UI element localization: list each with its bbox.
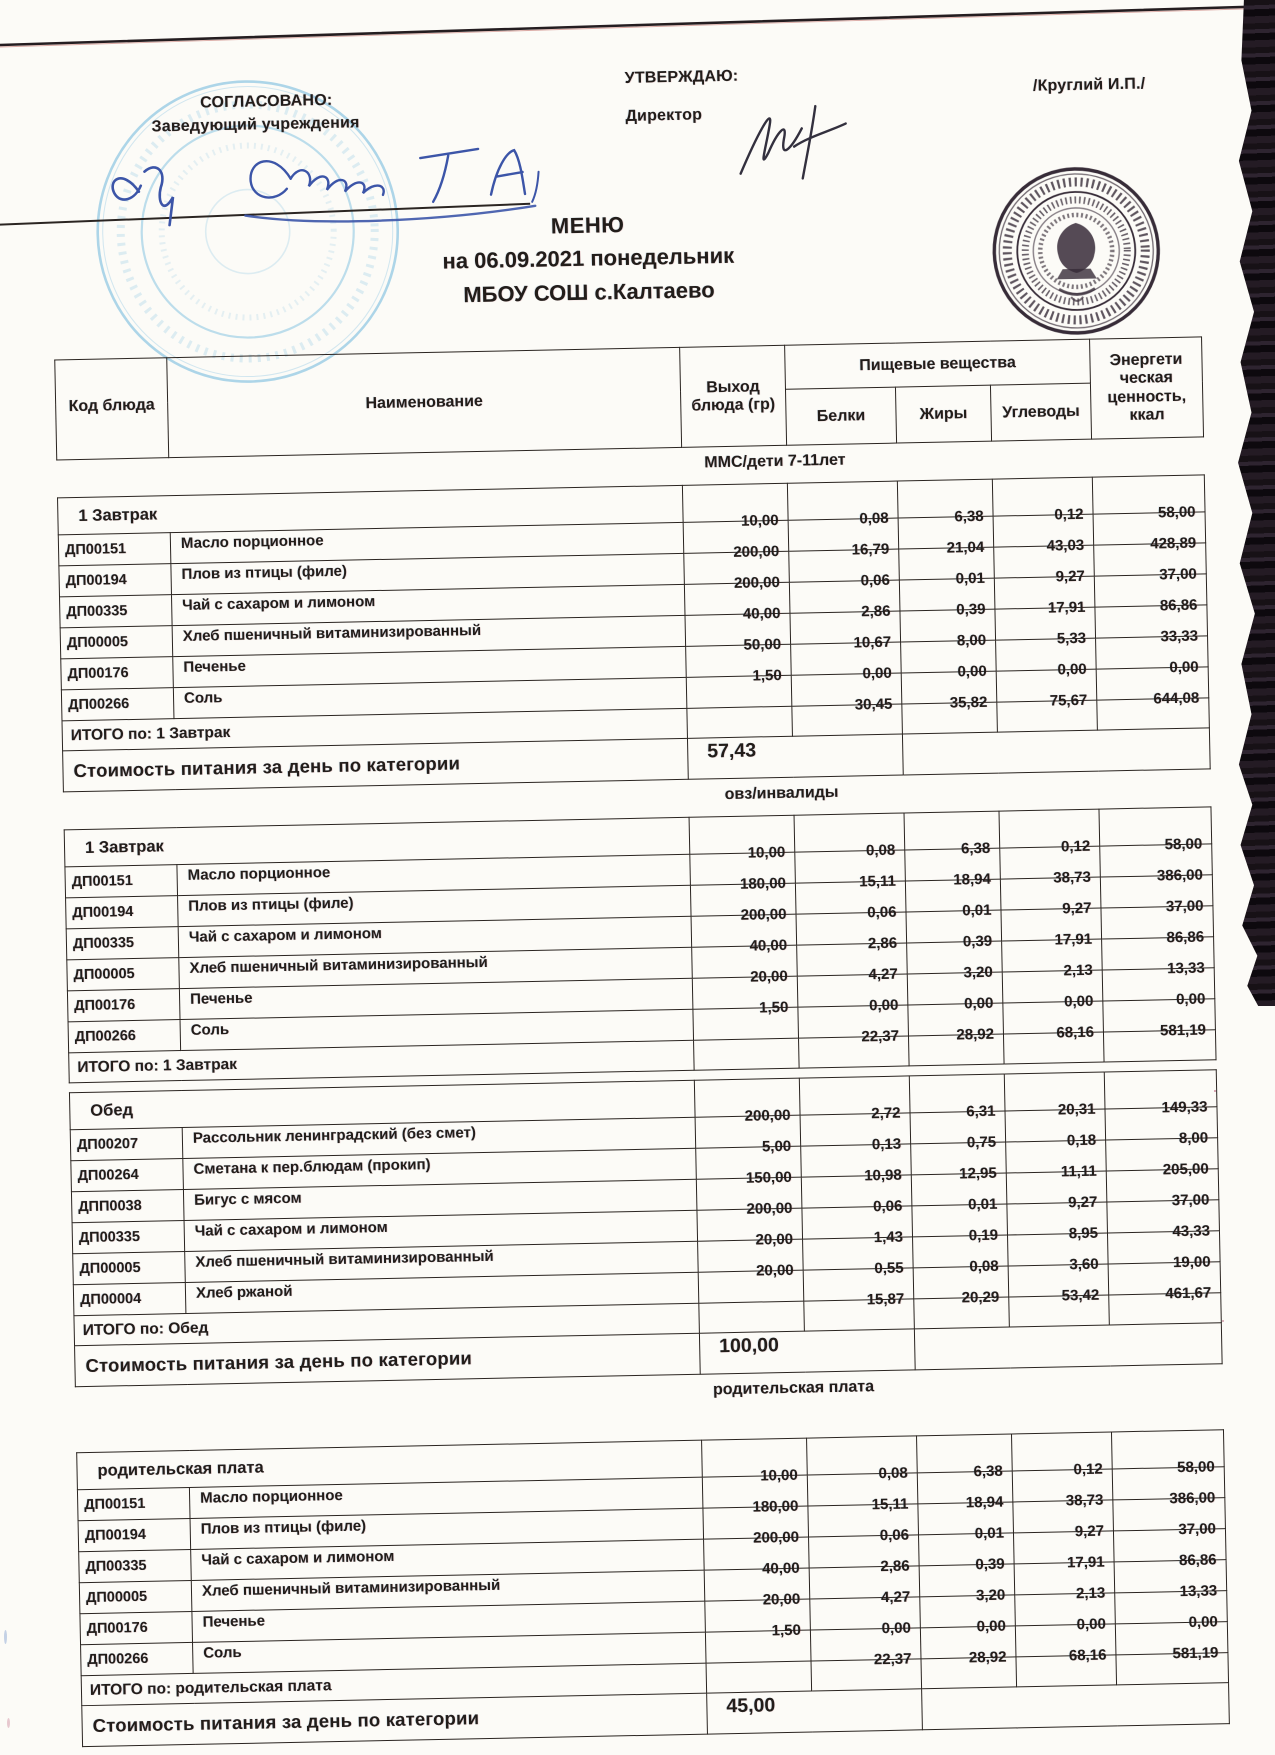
value-cell: 1,50 (686, 644, 792, 677)
value-cell: 2,72 (799, 1076, 910, 1115)
value-cell: 386,00 (1112, 1467, 1225, 1500)
value-cell: 0,00 (907, 972, 1003, 1005)
scan-speck (1214, 1090, 1216, 1092)
value-cell: 0,00 (791, 642, 902, 675)
value-cell: 2,13 (1014, 1562, 1115, 1595)
value-cell: 2,86 (809, 1535, 920, 1568)
item-code: ДП00264 (71, 1159, 184, 1192)
total-label: ИТОГО по: родительская плата (81, 1663, 706, 1706)
value-cell: 35,82 (901, 671, 997, 704)
value-cell: 644,08 (1096, 667, 1209, 700)
value-cell: 3,60 (1008, 1233, 1109, 1266)
menu-table (69, 1069, 1223, 1387)
item-code: ДП00266 (68, 1020, 181, 1053)
value-cell: 200,00 (690, 883, 796, 916)
scan-speck (7, 1718, 10, 1728)
col-output: Выход блюда (гр) (680, 345, 787, 447)
col-name: Наименование (167, 347, 682, 457)
value-cell: 8,00 (900, 609, 996, 642)
value-cell: 43,33 (1107, 1200, 1220, 1233)
agreed-label: СОГЛАСОВАНО: (199, 91, 333, 112)
value-cell: 11,11 (1006, 1140, 1107, 1173)
value-cell: 68,16 (1003, 1001, 1104, 1034)
value-cell: 200,00 (683, 520, 789, 553)
value-cell: 37,00 (1094, 543, 1207, 576)
value-cell: 9,27 (994, 545, 1095, 578)
value-cell: 0,08 (794, 813, 905, 852)
value-cell: 0,01 (905, 879, 1001, 912)
item-code: ДП00335 (79, 1549, 192, 1582)
value-cell: 0,00 (1102, 968, 1215, 1001)
value-cell: 0,06 (808, 1504, 919, 1537)
value-cell: 18,94 (917, 1471, 1013, 1504)
value-cell: 19,00 (1107, 1231, 1220, 1264)
value-cell: 0,01 (911, 1173, 1007, 1206)
item-name: Плов из птицы (филе) (190, 1508, 704, 1549)
school-name: МБОУ СОШ с.Калтаево (463, 277, 715, 308)
value-cell: 2,86 (796, 912, 907, 945)
value-cell: 0,06 (801, 1175, 912, 1208)
value-cell: 75,67 (996, 669, 1097, 702)
value-cell: 0,08 (913, 1235, 1009, 1268)
item-name: Хлеб пшеничный витаминизированный (191, 1570, 705, 1611)
item-code: ДП00176 (67, 989, 180, 1022)
value-cell: 0,55 (803, 1237, 914, 1270)
value-cell: 22,37 (798, 1005, 909, 1038)
item-name: Бигус с мясом (183, 1179, 697, 1220)
value-cell: 8,00 (1105, 1107, 1218, 1140)
value-cell: 4,27 (809, 1566, 920, 1599)
item-name: Масло порционное (177, 854, 691, 895)
item-name: Масло порционное (189, 1477, 703, 1518)
value-cell: 0,00 (920, 1595, 1016, 1628)
item-name: Хлеб пшеничный витаминизированный (185, 1241, 699, 1282)
value-cell: 0,08 (807, 1436, 918, 1475)
value-cell: 53,42 (1008, 1264, 1109, 1297)
approved-label: УТВЕРЖДАЮ: (624, 67, 739, 87)
value-cell: 58,00 (1092, 475, 1205, 514)
value-cell: 581,19 (1115, 1622, 1228, 1655)
menu-title-block (157, 204, 1019, 314)
value-cell: 0,13 (800, 1113, 911, 1146)
value-cell: 461,67 (1108, 1262, 1221, 1295)
signature-director (721, 87, 883, 200)
menu-tables (56, 444, 1228, 1747)
value-cell: 21,04 (898, 516, 994, 549)
item-code: ДП00005 (73, 1252, 186, 1285)
value-cell: 0,08 (787, 481, 898, 520)
value-cell: 0,00 (1115, 1591, 1228, 1624)
value-cell: 33,33 (1095, 605, 1208, 638)
cost-empty (922, 1683, 1230, 1730)
value-cell: 17,91 (1013, 1531, 1114, 1564)
value-cell: 150,00 (696, 1146, 802, 1179)
value-cell: 200,00 (696, 1177, 802, 1210)
item-name: Печенье (173, 646, 687, 687)
item-code: ДП00335 (60, 595, 173, 628)
value-cell: 0,12 (992, 477, 1093, 516)
value-cell: 0,75 (910, 1111, 1006, 1144)
value-cell: 3,20 (907, 941, 1003, 974)
item-code: ДП00005 (60, 626, 173, 659)
item-name: Рассольник ленинградский (без смет) (182, 1117, 696, 1158)
value-cell: 37,00 (1113, 1498, 1226, 1531)
item-name: Чай с сахаром и лимоном (178, 916, 692, 957)
value-cell (694, 1038, 800, 1070)
value-cell: 20,00 (704, 1568, 810, 1601)
menu-table (76, 1429, 1230, 1747)
col-nutrients: Пищевые вещества (785, 339, 1091, 389)
agreed-role: Заведующий учреждения (151, 114, 360, 136)
value-cell (687, 706, 793, 738)
scan-speck (1222, 1320, 1224, 1322)
value-cell: 0,18 (1005, 1109, 1106, 1142)
item-code: ДП00151 (58, 533, 171, 566)
meal-label: 1 Завтрак (64, 817, 690, 867)
value-cell: 2,86 (789, 580, 900, 613)
value-cell: 0,06 (789, 549, 900, 582)
item-name: Соль (180, 1009, 694, 1050)
value-cell: 12,95 (911, 1142, 1007, 1175)
item-code: ДП00194 (59, 564, 172, 597)
value-cell: 50,00 (685, 613, 791, 646)
item-code: ДП00176 (61, 657, 174, 690)
menu-title: МЕНЮ (550, 211, 625, 239)
item-name: Хлеб пшеничный витаминизированный (172, 615, 686, 656)
value-cell: 20,00 (698, 1239, 804, 1272)
table-header (54, 336, 1204, 460)
value-cell: 43,03 (993, 514, 1094, 547)
value-cell: 3,20 (919, 1564, 1015, 1597)
value-cell: 38,73 (1000, 846, 1101, 879)
value-cell: 6,31 (909, 1074, 1005, 1113)
item-code: ДП00266 (81, 1642, 194, 1675)
item-name: Сметана к пер.блюдам (прокип) (183, 1148, 697, 1189)
value-cell: 149,33 (1104, 1070, 1217, 1109)
col-code: Код блюда (55, 358, 169, 460)
value-cell: 6,38 (917, 1434, 1013, 1473)
item-name: Печенье (179, 978, 693, 1019)
value-cell: 5,00 (695, 1115, 801, 1148)
menu-content (54, 336, 1229, 1747)
value-cell (699, 1301, 805, 1333)
item-code: ДПП0038 (71, 1190, 184, 1223)
value-cell: 38,73 (1012, 1469, 1113, 1502)
value-cell: 10,67 (790, 611, 901, 644)
cost-label: Стоимость питания за день по категории (75, 1333, 701, 1387)
value-cell: 86,86 (1101, 906, 1214, 939)
value-cell: 180,00 (690, 852, 796, 885)
value-cell: 10,00 (689, 815, 795, 854)
approved-role: Директор (625, 106, 703, 125)
value-cell: 0,06 (795, 881, 906, 914)
value-cell: 0,00 (1015, 1593, 1116, 1626)
value-cell: 20,31 (1004, 1072, 1105, 1111)
value-cell: 37,00 (1100, 875, 1213, 908)
official-seal (984, 159, 1168, 343)
item-name: Плов из птицы (филе) (171, 553, 685, 594)
value-cell: 20,00 (697, 1208, 803, 1241)
col-fat: Жиры (895, 385, 991, 443)
item-code: ДП00176 (80, 1611, 193, 1644)
value-cell: 6,38 (897, 479, 993, 518)
value-cell: 0,00 (1002, 970, 1103, 1003)
value-cell: 40,00 (704, 1537, 810, 1570)
value-cell: 86,86 (1113, 1529, 1226, 1562)
value-cell: 0,00 (901, 640, 997, 673)
scan-top-edge (0, 0, 1275, 52)
value-cell: 386,00 (1100, 844, 1213, 877)
item-code: ДП00207 (70, 1128, 183, 1161)
col-protein: Белки (785, 387, 896, 445)
value-cell: 0,01 (918, 1502, 1014, 1535)
total-label: ИТОГО по: 1 Завтрак (69, 1040, 694, 1083)
item-name: Хлеб ржаной (185, 1272, 699, 1313)
item-name: Чай с сахаром и лимоном (184, 1210, 698, 1251)
value-cell: 200,00 (703, 1506, 809, 1539)
value-cell: 86,86 (1094, 574, 1207, 607)
value-cell: 1,50 (692, 976, 798, 1009)
value-cell: 2,13 (1002, 939, 1103, 972)
cost-empty (902, 728, 1210, 775)
item-code: ДП00335 (66, 927, 179, 960)
category-title: родительская плата (712, 1378, 875, 1399)
value-cell: 0,00 (797, 974, 908, 1007)
meal-label: родительская плата (77, 1440, 703, 1490)
value-cell: 20,00 (692, 945, 798, 978)
item-name: Масло порционное (170, 522, 684, 563)
value-cell: 13,33 (1102, 937, 1215, 970)
value-cell: 9,27 (1006, 1171, 1107, 1204)
value-cell: 15,87 (803, 1268, 914, 1301)
menu-table (57, 474, 1211, 792)
value-cell: 28,92 (908, 1003, 1004, 1036)
meal-label: Обед (69, 1080, 695, 1130)
value-cell: 205,00 (1106, 1138, 1219, 1171)
total-label: ИТОГО по: 1 Завтрак (62, 708, 687, 751)
value-cell: 5,33 (995, 607, 1096, 640)
value-cell: 20,29 (913, 1266, 1009, 1299)
value-cell: 0,00 (1096, 636, 1209, 669)
value-cell: 0,39 (906, 910, 1002, 943)
value-cell: 16,79 (788, 518, 899, 551)
value-cell: 58,00 (1099, 807, 1212, 846)
cost-empty (914, 1323, 1222, 1370)
item-name: Чай с сахаром и лимоном (191, 1539, 705, 1580)
cost-label: Стоимость питания за день по категории (82, 1693, 708, 1747)
value-cell: 4,27 (797, 943, 908, 976)
scan-speck (4, 1630, 7, 1644)
value-cell: 0,01 (899, 547, 995, 580)
value-cell: 58,00 (1111, 1430, 1224, 1469)
value-cell: 0,39 (919, 1533, 1015, 1566)
value-cell: 28,92 (920, 1626, 1016, 1659)
item-code: ДП00005 (79, 1580, 192, 1613)
value-cell: 0,00 (810, 1597, 921, 1630)
cost-value: 57,43 (687, 734, 903, 779)
value-cell: 10,98 (801, 1144, 912, 1177)
item-name: Плов из птицы (филе) (178, 885, 692, 926)
value-cell: 1,43 (802, 1206, 913, 1239)
item-name: Чай с сахаром и лимоном (171, 584, 685, 625)
col-carbs: Углеводы (990, 383, 1091, 441)
total-label: ИТОГО по: Обед (74, 1303, 699, 1346)
value-cell: 0,12 (1011, 1432, 1112, 1471)
value-cell: 30,45 (791, 673, 902, 706)
item-code: ДП00194 (78, 1518, 191, 1551)
value-cell: 581,19 (1103, 999, 1216, 1032)
value-cell: 8,95 (1007, 1202, 1108, 1235)
director-name: /Круглий И.П./ (1032, 75, 1146, 95)
value-cell: 40,00 (691, 914, 797, 947)
item-code: ДП00266 (61, 688, 174, 721)
value-cell: 10,00 (682, 483, 788, 522)
item-code: ДП00151 (65, 865, 178, 898)
value-cell: 17,91 (1001, 908, 1102, 941)
value-cell: 0,12 (999, 809, 1100, 848)
item-code: ДП00005 (67, 958, 180, 991)
category-title: овз/инвалиды (724, 783, 839, 804)
item-name: Соль (193, 1632, 707, 1673)
cost-label: Стоимость питания за день по категории (63, 738, 689, 792)
value-cell: 1,50 (705, 1599, 811, 1632)
value-cell: 68,16 (1015, 1624, 1116, 1657)
value-cell: 200,00 (694, 1078, 800, 1117)
value-cell: 0,00 (996, 638, 1097, 671)
value-cell: 9,27 (1000, 877, 1101, 910)
value-cell: 0,19 (912, 1204, 1008, 1237)
value-cell: 180,00 (702, 1475, 808, 1508)
value-cell (706, 1661, 812, 1693)
item-code: ДП00004 (73, 1283, 186, 1316)
item-name: Печенье (192, 1601, 706, 1642)
value-cell: 18,94 (905, 848, 1001, 881)
value-cell: 40,00 (684, 582, 790, 615)
value-cell: 6,38 (904, 811, 1000, 850)
value-cell: 9,27 (1013, 1500, 1114, 1533)
menu-table (64, 806, 1217, 1083)
value-cell: 200,00 (684, 551, 790, 584)
value-cell: 428,89 (1093, 512, 1206, 545)
signature-head-of-institution (104, 140, 236, 233)
meal-label: 1 Завтрак (58, 485, 684, 535)
value-cell: 15,11 (807, 1473, 918, 1506)
item-code: ДП00194 (66, 896, 179, 929)
col-energy: Энергети ческая ценность, ккал (1090, 337, 1204, 439)
value-cell: 10,00 (702, 1438, 808, 1477)
cost-value: 100,00 (699, 1329, 915, 1374)
value-cell: 0,39 (899, 578, 995, 611)
value-cell: 13,33 (1114, 1560, 1227, 1593)
item-code: ДП00335 (72, 1221, 185, 1254)
value-cell: 37,00 (1106, 1169, 1219, 1202)
category-title: ММС/дети 7-11лет (704, 451, 846, 472)
value-cell: 17,91 (994, 576, 1095, 609)
cost-value: 45,00 (707, 1689, 923, 1734)
value-cell: 15,11 (795, 850, 906, 883)
item-name: Соль (173, 677, 687, 718)
value-cell: 22,37 (810, 1628, 921, 1661)
menu-date: на 06.09.2021 понедельник (442, 242, 735, 274)
item-name: Хлеб пшеничный витаминизированный (179, 947, 693, 988)
item-code: ДП00151 (77, 1487, 190, 1520)
